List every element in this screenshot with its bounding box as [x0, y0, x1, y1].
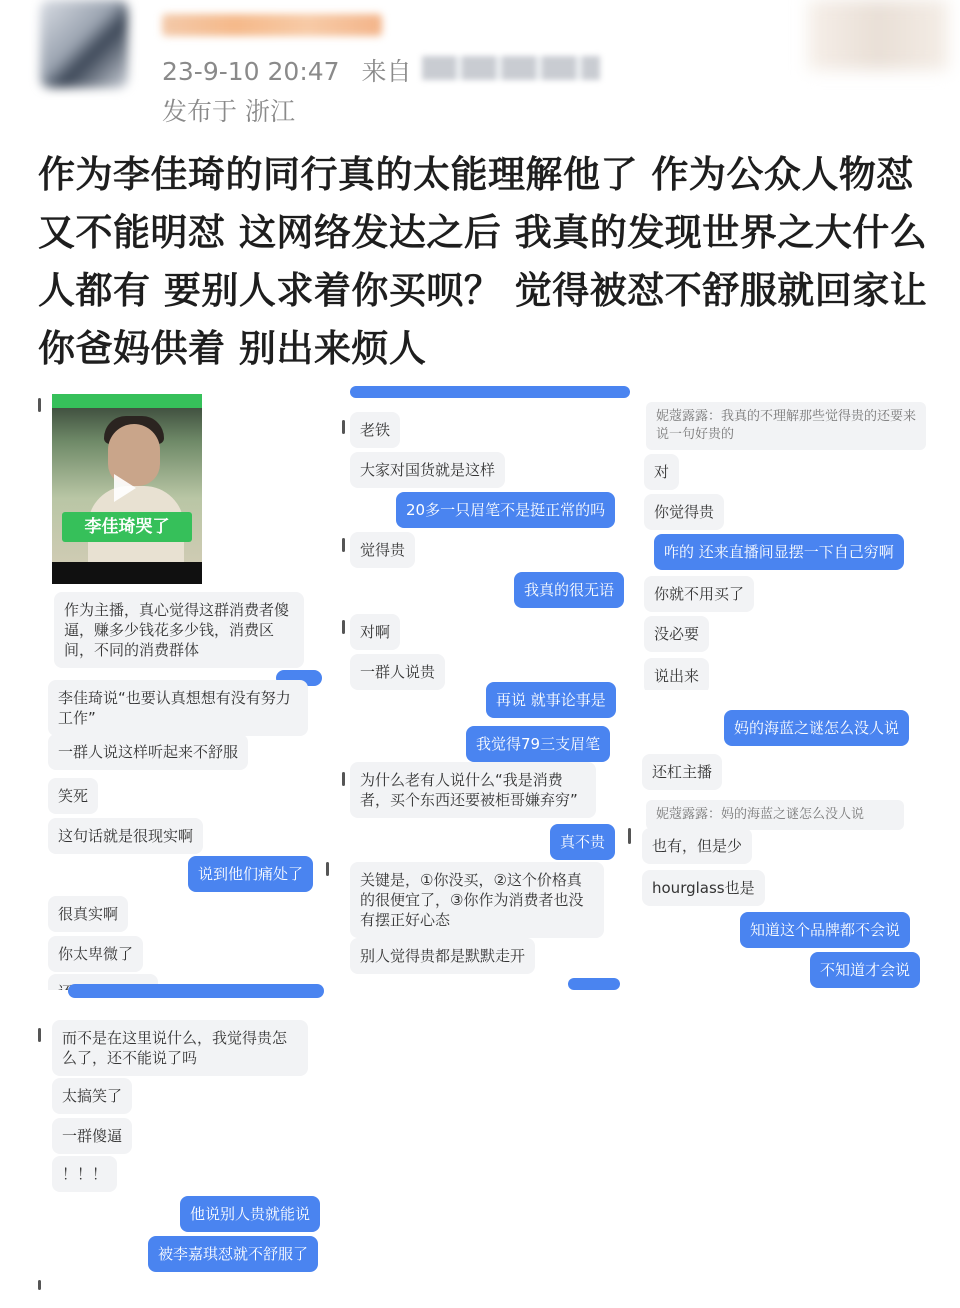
chat-message-in: 为什么老有人说什么“我是消费者，买个东西还要被柜哥嫌弃穷”: [350, 762, 596, 818]
chat-screenshot-2: [38, 690, 338, 990]
thumbnail-bottom-bar: [52, 562, 202, 584]
chat-message-in: 一群人说这样听起来不舒服: [48, 734, 248, 770]
chat-message-in: 太搞笑了: [52, 1078, 132, 1114]
chat-message-in: 别人觉得贵都是默默走开: [350, 938, 535, 974]
chat-message-in: 李佳琦说“也要认真想想有没有努力工作”: [48, 680, 308, 736]
chat-message-in: 也有，但是少: [642, 828, 752, 864]
scroll-marker: [342, 620, 345, 634]
post-body-text: 作为李佳琦的同行真的太能理解他了 作为公众人物怼又不能明怼 这网络发达之后 我真的发现世界之大什么人都有 要别人求着你买呗？ 觉得被怼不舒服就回家让你爸妈供着 别出来烦人: [38, 153, 928, 370]
thumbnail-caption: 李佳琦哭了: [62, 512, 192, 542]
chat-message-in: 而不是在这里说什么，我觉得贵怎么了，还不能说了吗: [52, 1020, 308, 1076]
chat-message-in: ！！！: [52, 1156, 117, 1192]
chat-screenshot-6: [640, 390, 940, 690]
chat-message-in: 说出来: [644, 658, 709, 694]
chat-screenshot-5: [338, 690, 638, 988]
video-thumbnail[interactable]: [52, 394, 202, 584]
chat-message-out: 我觉得79三支眉笔: [466, 726, 610, 762]
post-location: 发布于 浙江: [162, 97, 295, 126]
chat-message-out: 知道这个品牌都不会说: [740, 912, 910, 948]
chat-message-in: 对啊: [350, 614, 400, 650]
chat-message-out: 真不贵: [550, 824, 615, 860]
chat-message-in: 还杠主播: [642, 754, 722, 790]
chat-message-in: 你就不用买了: [644, 576, 754, 612]
post-source-blurred: [422, 56, 600, 80]
scroll-marker: [342, 772, 345, 786]
chat-message-in: 对: [644, 454, 679, 490]
chat-message-in: 关键是，①你没买，②这个价格真的很便宜了，③你作为消费者也没有摆正好心态: [350, 862, 604, 938]
scroll-marker: [342, 420, 345, 434]
chat-message-in: 笑死: [48, 778, 98, 814]
scroll-marker: [342, 538, 345, 552]
chat-message-out: 被李嘉琪怼就不舒服了: [148, 1236, 318, 1272]
chat-message-out: 再说 就事论事是: [486, 682, 616, 718]
chat-message-in: 作为主播，真心觉得这群消费者傻逼，赚多少钱花多少钱，消费区间，不同的消费群体: [54, 592, 304, 668]
chat-message-in: 很真实啊: [48, 896, 128, 932]
post-timestamp: 23-9-10 20:47: [162, 57, 340, 86]
play-icon[interactable]: [114, 474, 136, 502]
chat-message-in: 老铁: [350, 412, 400, 448]
scroll-marker: [628, 828, 631, 842]
username-blurred[interactable]: [162, 14, 382, 36]
chat-screenshot-3: [38, 990, 338, 1290]
avatar[interactable]: [40, 0, 128, 88]
chat-message-in: 你太卑微了: [48, 936, 143, 972]
chat-message-out: 咋的 还来直播间显摆一下自己穷啊: [654, 534, 904, 570]
post-meta: [162, 52, 412, 88]
quoted-reply: 妮蔻露露：我真的不理解那些觉得贵的还要来说一句好贵的: [646, 402, 926, 450]
quoted-reply: 妮蔻露露：妈的海蓝之谜怎么没人说: [646, 800, 904, 830]
chat-message-in: hourglass也是: [642, 870, 765, 906]
chat-message-out: 不知道才会说: [810, 952, 920, 988]
chat-message-out: 20多一只眉笔不是挺正常的吗: [396, 492, 615, 528]
scroll-marker: [38, 1028, 41, 1042]
chat-message-in: 没必要: [644, 616, 709, 652]
chat-message-in: 大家对国货就是这样: [350, 452, 505, 488]
chat-message-out: 说到他们痛处了: [188, 856, 313, 892]
scroll-marker: [38, 398, 41, 412]
scroll-marker: [38, 1280, 41, 1290]
chat-message-in: 这句话就是很现实啊: [48, 818, 203, 854]
chat-message-out: 妈的海蓝之谜怎么没人说: [724, 710, 909, 746]
chat-message-out: 他说别人贵就能说: [180, 1196, 320, 1232]
chat-message-in: 你觉得贵: [644, 494, 724, 530]
thumbnail-top-strip: [52, 394, 202, 408]
chat-message-out-fragment: [568, 978, 620, 990]
chat-message-in: 觉得贵: [350, 532, 415, 568]
scroll-marker: [326, 862, 329, 876]
chat-message-out-fragment: [68, 984, 324, 998]
chat-message-in: 一群人说贵: [350, 654, 445, 690]
chat-screenshot-4: [338, 390, 638, 690]
chat-screenshot-7: [640, 690, 940, 990]
chat-message-out-fragment: [350, 386, 630, 398]
follow-button-blurred[interactable]: [808, 0, 948, 70]
chat-message-in: 一群傻逼: [52, 1118, 132, 1154]
post-source-label: 来自: [361, 57, 412, 86]
chat-message-out: 我真的很无语: [514, 572, 624, 608]
